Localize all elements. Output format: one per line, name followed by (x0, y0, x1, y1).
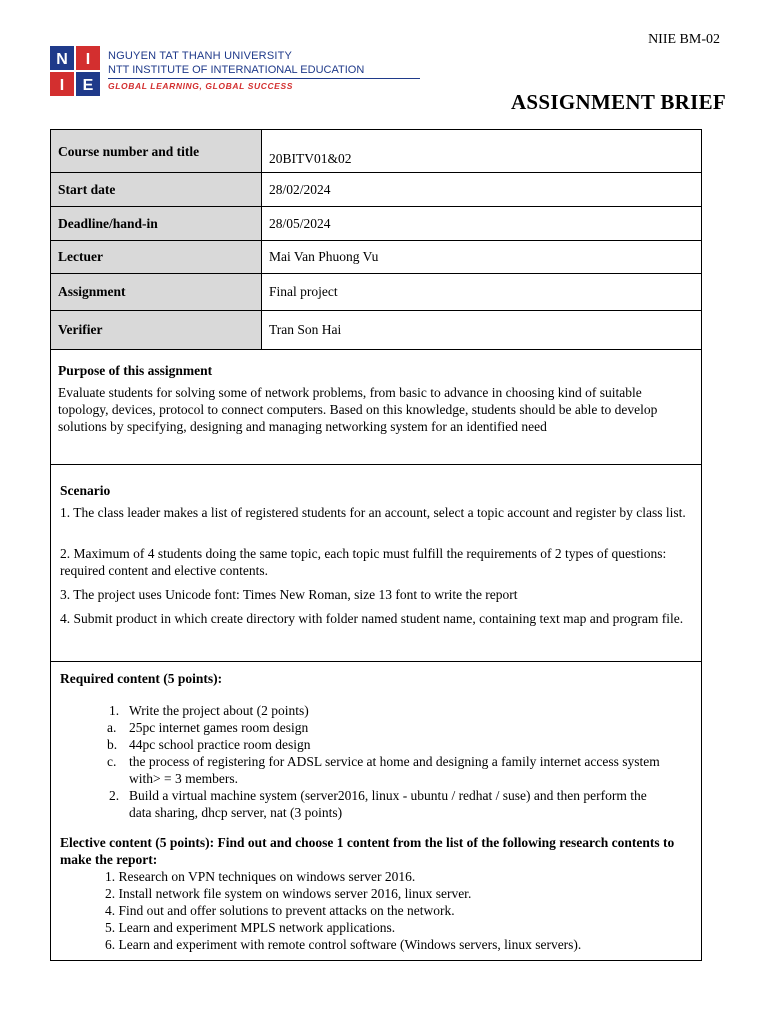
label-verifier: Verifier (51, 311, 262, 350)
list-marker: a. (107, 720, 117, 735)
list-item: 6. Learn and experiment with remote control software (Windows servers, linux servers). (105, 937, 582, 952)
list-item (51, 753, 701, 787)
list-text: Write the project about (2 points) (129, 703, 309, 718)
scenario-item: 1. The class leader makes a list of registered students for an account, select a topic account and register by class list. (60, 505, 686, 520)
elective-list (105, 868, 693, 953)
list-item (51, 719, 701, 736)
value-deadline: 28/05/2024 (262, 207, 702, 241)
table-row (51, 207, 702, 241)
table-row (51, 311, 702, 350)
label-deadline: Deadline/hand-in (51, 207, 262, 241)
institute-logo (50, 46, 380, 98)
list-text: the process of registering for ADSL service at home and designing a family internet access system with> = 3 members. (129, 754, 660, 786)
label-assignment: Assignment (51, 274, 262, 311)
list-text: Build a virtual machine system (server2016, linux - ubuntu / redhat / suse) and then perform the data sharing, dhcp server, nat (3 points) (129, 788, 647, 820)
value-verifier: Tran Son Hai (262, 311, 702, 350)
scenario-item: 3. The project uses Unicode font: Times New Roman, size 13 font to write the report (60, 587, 518, 602)
list-text: 25pc internet games room design (129, 720, 309, 735)
list-item: 1. Research on VPN techniques on windows server 2016. (105, 869, 416, 884)
scenario-heading: Scenario (60, 483, 111, 498)
required-list (51, 702, 701, 821)
purpose-heading: Purpose of this assignment (58, 363, 213, 378)
value-lecturer: Mai Van Phuong Vu (262, 241, 702, 274)
table-row (51, 241, 702, 274)
required-heading: Required content (5 points): (60, 671, 223, 686)
scenario-section (50, 465, 702, 662)
institute-name: NTT INSTITUTE OF INTERNATIONAL EDUCATION (108, 64, 365, 76)
form-code: NIIE BM-02 (648, 32, 720, 47)
list-item: 4. Find out and offer solutions to prevent attacks on the network. (105, 903, 455, 918)
niie-logo-icon (50, 46, 100, 96)
purpose-section (50, 349, 702, 465)
content-section (50, 661, 702, 961)
scenario-item: 4. Submit product in which create directory with folder named student name, containing text map and program file. (60, 611, 684, 626)
label-start-date: Start date (51, 173, 262, 207)
list-marker: 2. (109, 788, 120, 803)
list-marker: 1. (109, 703, 120, 718)
label-course: Course number and title (51, 130, 262, 173)
label-lecturer: Lectuer (51, 241, 262, 274)
logo-divider (108, 78, 420, 79)
value-assignment: Final project (262, 274, 702, 311)
value-start-date: 28/02/2024 (262, 173, 702, 207)
list-marker: c. (107, 754, 117, 769)
logo-letter-e: E (82, 77, 94, 94)
scenario-item: 2. Maximum of 4 students doing the same topic, each topic must fulfill the requirements of 2 types of questions: required content and elective contents. (60, 546, 667, 578)
table-row (51, 130, 702, 173)
list-text: 44pc school practice room design (129, 737, 311, 752)
list-item: 2. Install network file system on windows server 2016, linux server. (105, 886, 472, 901)
info-table (50, 129, 702, 350)
page-title: ASSIGNMENT BRIEF (510, 90, 726, 114)
list-marker: b. (107, 737, 118, 752)
logo-letter-i2: I (59, 77, 65, 94)
list-item (51, 787, 701, 821)
list-item (51, 702, 701, 719)
elective-heading: Elective content (5 points): Find out and choose 1 content from the list of the following research contents to make the report: (60, 835, 675, 867)
university-name: NGUYEN TAT THANH UNIVERSITY (108, 50, 293, 62)
table-row (51, 274, 702, 311)
logo-letter-i: I (85, 51, 91, 68)
table-row (51, 173, 702, 207)
list-item: 5. Learn and experiment MPLS network applications. (105, 920, 396, 935)
logo-letter-n: N (56, 51, 68, 68)
slogan: GLOBAL LEARNING, GLOBAL SUCCESS (108, 81, 293, 91)
list-item (51, 736, 701, 753)
purpose-text: Evaluate students for solving some of network problems, from basic to advance in choosing kind of suitable topology, devices, protocol to connect computers. Based on this knowledge, students should be able to develop solutions by specifying, designing and managing networking system for an identified need (58, 385, 658, 434)
value-course: 20BITV01&02 (262, 130, 702, 173)
